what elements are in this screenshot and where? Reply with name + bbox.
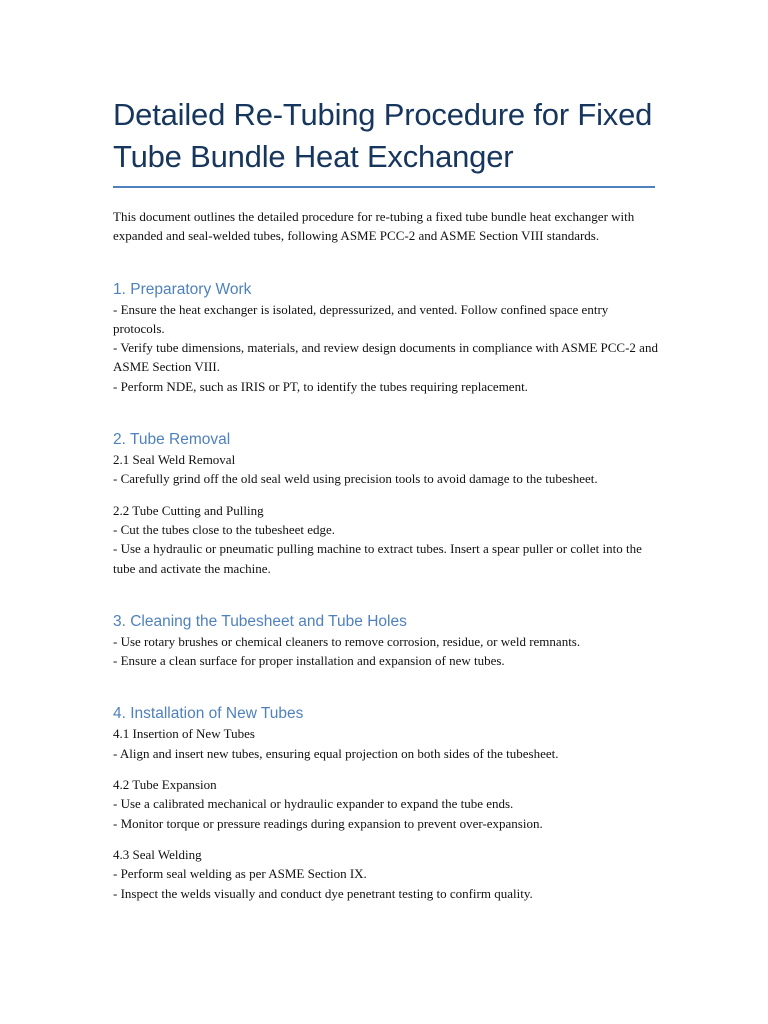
section-heading: 3. Cleaning the Tubesheet and Tube Holes — [113, 612, 407, 630]
subsection-title: 4.1 Insertion of New Tubes — [113, 726, 255, 742]
section-body — [113, 300, 658, 396]
section-preparatory-work — [113, 280, 658, 396]
list-item: - Use a calibrated mechanical or hydraulic expander to expand the tube ends. — [113, 796, 514, 812]
list-item: - Ensure a clean surface for proper installation and expansion of new tubes. — [113, 653, 505, 669]
section-body — [113, 632, 658, 671]
list-item: - Perform seal welding as per ASME Section IX. — [113, 866, 367, 882]
list-item: - Use rotary brushes or chemical cleaners to remove corrosion, residue, or weld remnants. — [113, 633, 581, 649]
section-tube-removal — [113, 430, 658, 578]
document-title: Detailed Re-Tubing Procedure for Fixed Tube Bundle Heat Exchanger — [113, 97, 653, 174]
subsection-tube-cutting — [113, 501, 658, 578]
subsection-title: 4.3 Seal Welding — [113, 846, 202, 862]
list-item: - Inspect the welds visually and conduct dye penetrant testing to confirm quality. — [113, 885, 533, 901]
section-heading: 4. Installation of New Tubes — [113, 705, 304, 723]
section-heading: 2. Tube Removal — [113, 431, 231, 449]
section-body — [113, 724, 658, 902]
list-item: - Verify tube dimensions, materials, and review design documents in compliance with ASME PCC-2 and ASME Section VIII. — [113, 340, 658, 375]
intro-paragraph: This document outlines the detailed procedure for re-tubing a fixed tube bundle heat exchanger with expanded and seal-welded tubes, following ASME PCC-2 and ASME Section VIII standards. — [113, 209, 635, 244]
subsection-title: 2.1 Seal Weld Removal — [113, 452, 236, 468]
section-body — [113, 450, 658, 578]
section-heading: 1. Preparatory Work — [113, 280, 252, 298]
list-item: - Align and insert new tubes, ensuring equal projection on both sides of the tubesheet. — [113, 745, 559, 761]
subsection-seal-weld-removal — [113, 450, 658, 489]
section-installation — [113, 704, 658, 902]
title-underline — [113, 186, 655, 188]
subsection-seal-welding — [113, 845, 658, 903]
document-page — [113, 0, 658, 903]
list-item: - Carefully grind off the old seal weld using precision tools to avoid damage to the tubesheet. — [113, 471, 598, 487]
subsection-insertion — [113, 724, 658, 763]
subsection-expansion — [113, 775, 658, 833]
section-cleaning — [113, 612, 658, 671]
list-item: - Cut the tubes close to the tubesheet edge. — [113, 521, 336, 537]
subsection-title: 4.2 Tube Expansion — [113, 777, 217, 793]
list-item: - Use a hydraulic or pneumatic pulling machine to extract tubes. Insert a spear puller or collet into the tube and activate the machine. — [113, 541, 642, 576]
list-item: - Perform NDE, such as IRIS or PT, to identify the tubes requiring replacement. — [113, 378, 528, 394]
subsection-title: 2.2 Tube Cutting and Pulling — [113, 502, 264, 518]
list-item: - Ensure the heat exchanger is isolated, depressurized, and vented. Follow confined space entry protocols. — [113, 301, 609, 336]
list-item: - Monitor torque or pressure readings during expansion to prevent over-expansion. — [113, 815, 543, 831]
